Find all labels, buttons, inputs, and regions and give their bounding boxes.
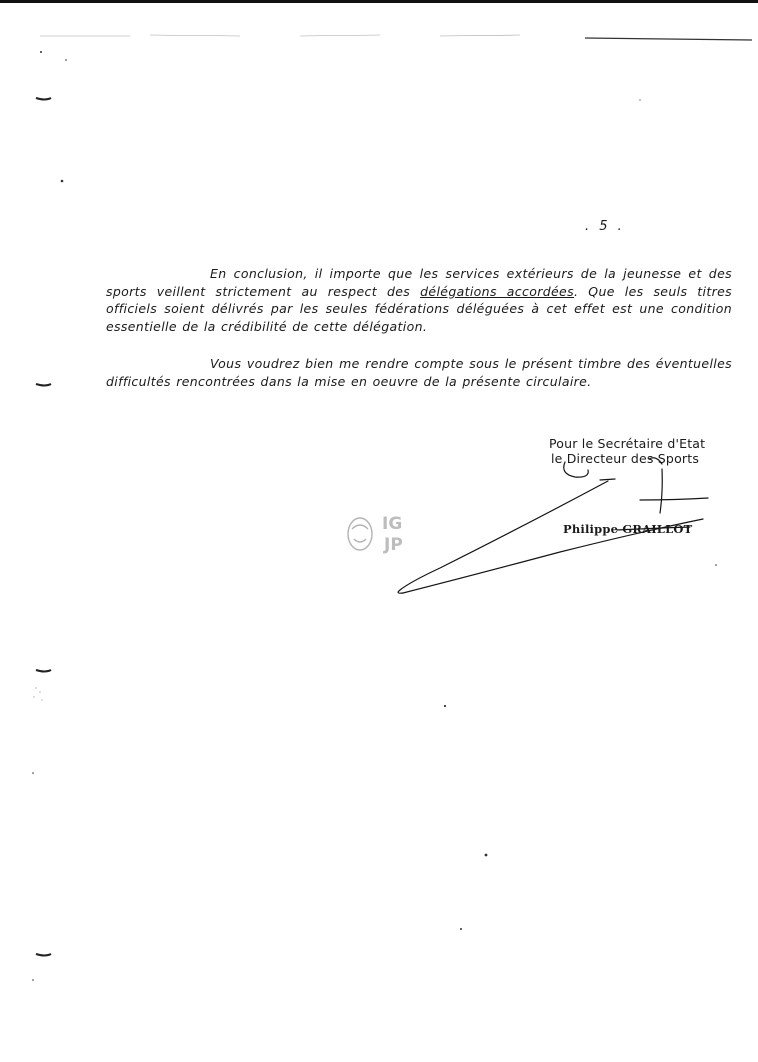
paragraph-conclusion-lead: En conclusion, il importe que les services extérieurs de la jeunesse et des sports veillent strictement au respect des (106, 266, 732, 299)
paragraph-conclusion-rest: . Que les seuls titres officiels soient délivrés par les seules fédérations déléguées à cet effet est une condition essentielle de la crédibilité de cette délégation. (106, 283, 732, 334)
signatory-name: Philippe GRAILLOT (563, 522, 693, 536)
paragraph-request-text: Vous voudrez bien me rendre compte sous le présent timbre des éventuelles difficultés rencontrées dans la mise en oeuvre de la présente circulaire. (106, 356, 732, 389)
signature-title-line-2: le Directeur des Sports (551, 451, 700, 466)
signature-title-line-1: Pour le Secrétaire d'Etat (549, 436, 706, 451)
paragraph-conclusion-emphasis: délégations accordées (420, 283, 574, 299)
page-number: . 5 . (585, 219, 625, 234)
svg-text:JP: JP (384, 535, 403, 555)
svg-text:IG: IG (382, 514, 403, 534)
